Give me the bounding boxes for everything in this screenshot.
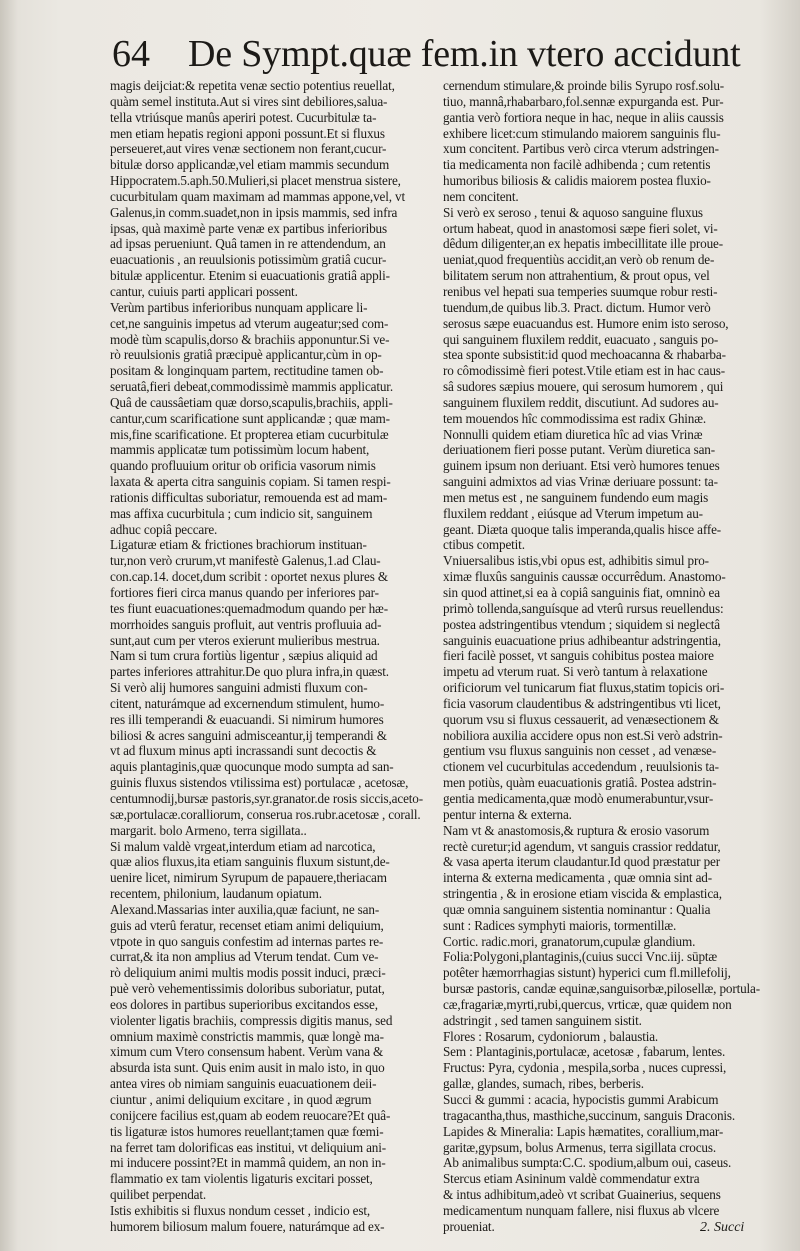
text-line: guinem ipsum non deriuant. Etsi verò humores tenues <box>443 458 720 474</box>
text-line: quæ alios fluxus,ita etiam sanguinis fluxum sistunt,de- <box>110 854 390 870</box>
text-line: Sem : Plantaginis,portulacæ, acetosæ , fabarum, lentes. <box>443 1044 726 1060</box>
text-line: sæ,portulacæ.coralliorum, conserua ros.rubr.acetosæ , corall. <box>110 806 421 822</box>
text-line: Vniuersalibus istis,vbi opus est, adhibitis simul pro- <box>443 553 709 569</box>
text-line: citent, naturámque ad excernendum stimulent, humo- <box>110 695 385 711</box>
text-line: Folia:Polygoni,plantaginis,(cuius succi Vnc.iij. sūptæ <box>443 949 718 965</box>
text-line: seruatâ,fieri debeat,commodissimè mammis applicatur. <box>110 379 393 395</box>
text-line: modè tùm scapulis,dorso & brachiis apponuntur.Si ve- <box>110 331 390 347</box>
text-line: conijcere facilius est,quam ab eodem reuocare?Et quâ- <box>110 1107 391 1123</box>
text-line: antea vires ob nimiam sanguinis euacuationem deii- <box>110 1076 377 1092</box>
text-line: men potiùs, quàm euacuationis gratiâ. Postea adstrin- <box>443 775 717 791</box>
text-line: Si malum valdè vrgeat,interdum etiam ad narcotica, <box>110 838 376 854</box>
text-line: ad ipsas perueniunt. Quâ tamen in re attendendum, an <box>110 236 386 252</box>
text-line: tem mouendos hîc commodissima est radix Ghinæ. <box>443 410 707 426</box>
text-line: bitulæ applicentur. Etenim si euacuationis gratiâ appli- <box>110 268 390 284</box>
text-line: margarit. bolo Armeno, terra sigillata.. <box>110 822 307 838</box>
text-line: cucurbitulam quam maximam ad mammas appone,vel, vt <box>110 188 405 204</box>
text-line: gallæ, glandes, sumach, ribes, berberis. <box>443 1076 644 1092</box>
text-line: ortum habeat, quod in anastomosi sæpe fieri solet, vi- <box>443 220 718 236</box>
text-line: sunt,aut cum per vteros exierunt mulieribus mestrua. <box>110 632 380 648</box>
text-line: mas affixa cucurbitula ; cum indicio sit, sanguinem <box>110 505 373 521</box>
text-line: mi inducere possint?Et in mammâ quidem, an non in- <box>110 1155 386 1171</box>
text-line: morrhoides sanguis profluit, aut ventris profluuia ad- <box>110 616 382 632</box>
text-line: vt ad fluxum minus apti incrassandi sunt decoctis & <box>110 743 377 759</box>
text-line: tragacantha,thus, masthiche,succinum, sanguis Draconis. <box>443 1107 736 1123</box>
text-line: sanguinem fluxilem reddit, discutiunt. Ad sudores au- <box>443 394 719 410</box>
text-line: Nonnulli quidem etiam diuretica hîc ad vias Vrinæ <box>443 426 703 442</box>
page-header <box>112 30 792 80</box>
text-line: Si verò ex seroso , tenui & aquoso sanguine fluxus <box>443 204 703 220</box>
text-line: serosus sæpe euacuandus est. Humore enim isto seroso, <box>443 315 729 331</box>
text-line: rò reuulsionis gratiâ præcipuè applicantur,cùm in op- <box>110 347 382 363</box>
text-line: garitæ,gypsum, bolus Armenus, terra sigillata crocus. <box>443 1139 716 1155</box>
text-line: sanguinis euacuatione prius adhibeantur adstringentia, <box>443 632 721 648</box>
text-line: tia medicamenta non facilè adhibenda ; cum retentis <box>443 157 711 173</box>
text-line: magis deijciat:& repetita venæ sectio potentius reuellat, <box>110 78 395 93</box>
text-line: quilibet perpendat. <box>110 1187 207 1203</box>
text-line: & vasa aperta iterum claudantur.Id quod præstatur per <box>443 854 720 870</box>
text-line: centumnodij,bursæ pastoris,syr.granator.de rosis siccis,aceto- <box>110 790 423 806</box>
text-line: quando profluuium oritur ob orificia vasorum nimis <box>110 458 376 474</box>
text-line: res illi temperandi & euacuandi. Si nimirum humores <box>110 711 384 727</box>
text-line: Flores : Rosarum, cydoniorum , balaustia. <box>443 1028 659 1044</box>
text-line: renibus vel hepati sua temperies suumque robur resti- <box>443 283 718 299</box>
text-line: vtpote in quo sanguis confestim ad internas partes re- <box>110 933 384 949</box>
text-line: Cortic. radic.mori, granatorum,cupulæ glandium. <box>443 933 696 949</box>
text-line: stringentia , & in erosione etiam viscida & emplastica, <box>443 886 722 902</box>
text-line: Lapides & Mineralia: Lapis hæmatites, corallium,mar- <box>443 1123 724 1139</box>
text-line: dêdum diligenter,an ex hepatis imbecillitate ille proue- <box>443 236 723 252</box>
text-line: quorum vsu si fluxus cessauerit, ad venæsectionem & <box>443 711 719 727</box>
left-text-column <box>110 78 434 1234</box>
text-line: pentur interna & externa. <box>443 806 572 822</box>
text-line: mammis applicatæ tum potissimùm locum habent, <box>110 442 370 458</box>
text-line: bitulæ dorso applicandæ,vel etiam mammis secundum <box>110 157 390 173</box>
text-line: stea sponte subsistit:id quod mechoacanna & rhabarba- <box>443 347 726 363</box>
text-line: deriuationem fieri posse putant. Verùm diuretica san- <box>443 442 715 458</box>
text-line: cantur, cuiuis parti applicari possent. <box>110 283 298 299</box>
text-line: fieri facilè posset, vt sanguis cohibitus postea maiore <box>443 648 714 664</box>
text-line: rectè curetur;id agendum, vt sanguis crassior reddatur, <box>443 838 721 854</box>
text-line: tur,non verò crurum,vt manifestè Galenus,1.ad Clau- <box>110 553 381 569</box>
text-line: tuendum,de quibus lib.3. Pract. dictum. Humor verò <box>443 299 711 315</box>
text-line: mis,fine scarificatione. Et propterea etiam cucurbitulæ <box>110 426 389 442</box>
text-line: tiuo, mannâ,rhabarbaro,fol.sennæ expurganda est. Pur- <box>443 93 724 109</box>
text-line: laxata & aperta citra sanguinis copiam. Si tamen respi- <box>110 474 391 490</box>
text-line: currat,& ita non amplius ad Vterum tendat. Cum ve- <box>110 949 379 965</box>
text-line: rationis difficultas suboriatur, remouenda est ad mam- <box>110 489 388 505</box>
text-line: Nam si tum crura fortiùs ligentur , sæpius aliquid ad <box>110 648 378 664</box>
text-line: nobiliora auxilia accidere opus non est.Si verò adstrin- <box>443 727 723 743</box>
text-line: Ab animalibus sumpta:C.C. spodium,album oui, caseus. <box>443 1155 732 1171</box>
text-line: sâ sudores sæpius mouere, qui serosum humorem , qui <box>443 379 724 395</box>
text-line: Quâ de caussâetiam quæ dorso,scapulis,brachiis, appli- <box>110 394 393 410</box>
text-line: tella vtriúsque manûs aperiri potest. Cucurbitulæ ta- <box>110 109 377 125</box>
text-line: humoribus biliosis & calidis maiorem postea fluxio- <box>443 173 711 189</box>
text-line: proueniat. <box>443 1218 495 1234</box>
text-line: ximæ fluxûs sanguinis caussæ occurrêdum. Anastomo- <box>443 569 726 585</box>
text-line: fluxilem reddant , eiúsque ad Vterum impetum au- <box>443 505 703 521</box>
text-line: uenire licet, nimirum Syrupum de papauere,theriacam <box>110 870 387 886</box>
text-line: Alexand.Massarias inter auxilia,quæ faciunt, ne san- <box>110 901 380 917</box>
text-line: rò deliquium animi multis modis possit induci, præci- <box>110 965 386 981</box>
text-line: guis ad vterû feratur, recenset etiam animi deliquium, <box>110 917 384 933</box>
text-line: postea adstringentibus vtendum ; siquidem si neglectâ <box>443 616 720 632</box>
running-title: De Sympt.quæ fem.in vtero accidunt <box>188 33 741 75</box>
text-line: gentia medicamenta,quæ modò enumerabuntur,vsur- <box>443 790 714 806</box>
text-line: fortiores fieri circa manus quando per inferiores par- <box>110 585 379 600</box>
text-line: partes inferiores attrahitur.De quo plura infra,in quæst. <box>110 664 389 680</box>
text-line: xum concitent. Partibus verò circa vterum adstringen- <box>443 141 719 157</box>
text-line: eos dolores in partibus superioribus excitandos esse, <box>110 996 378 1012</box>
text-line: omnium maximè constrictis mammis, quæ longè ma- <box>110 1028 384 1044</box>
text-line: gentium vsu fluxus sanguinis non cesset , ad venæse- <box>443 743 717 759</box>
text-line: adhuc copiâ peccare. <box>110 521 218 537</box>
text-line: qui sanguinem fluxilem reddit, euacuato , sanguis po- <box>443 331 719 347</box>
text-line: Hippocratem.5.aph.50.Mulieri,si placet menstrua sistere, <box>110 173 401 189</box>
text-line: cæ,fragariæ,myrti,rubi,quercus, vrticæ, quæ quidem non <box>443 996 732 1012</box>
text-line: ximum cum Vtero consensum habent. Verùm vana & <box>110 1044 384 1060</box>
text-line: perseueret,aut vires venæ sectionem non ferant,cucur- <box>110 141 387 157</box>
text-line: Stercus etiam Asininum valdè commendatur extra <box>443 1171 700 1187</box>
text-line: euacuationis , an reuulsionis potissimùm gratiâ cucur- <box>110 252 387 268</box>
text-line: potêter hæmorrhagias sistunt) hyperici cum fl.millefolij, <box>443 965 731 981</box>
text-line: ueniat,quod frequentiùs accidit,an verò ob renum de- <box>443 252 715 268</box>
text-line: Fructus: Pyra, cydonia , mespila,sorba , nuces cupressi, <box>443 1060 727 1076</box>
text-line: bilitatem serum non attrahentium, & prout opus, vel <box>443 268 710 284</box>
page-number: 64 <box>112 33 150 75</box>
text-line: & intus adhibitum,adeò vt scribat Guainerius, sequens <box>443 1187 721 1203</box>
text-line: men metus est , ne sanguinem fundendo eum magis <box>443 489 709 505</box>
text-line: geant. Diæta quoque talis imperanda,qualis hisce affe- <box>443 521 722 537</box>
text-line: sin quod attinet,si ea à copiâ sanguinis fiat, omninò ea <box>443 585 720 600</box>
text-line: men etiam hepatis regioni apponi possunt.Et si fluxus <box>110 125 385 141</box>
text-line: quæ omnia sanguinem sistentia nominantur : Qualia <box>443 901 711 917</box>
text-line: Istis exhibitis si fluxus nondum cesset , indicio est, <box>110 1202 371 1218</box>
text-line: nem concitent. <box>443 188 519 204</box>
text-line: interna & externa medicamenta , quæ omnia sint ad- <box>443 870 712 886</box>
text-line: ctionem vel cucurbitulas accedendum , reuulsionis ta- <box>443 759 719 775</box>
text-line: violenter ligatis brachiis, compressis digitis manus, sed <box>110 1012 393 1028</box>
text-line: guinis fluxus sistendos vtilissima est) portulacæ , acetosæ, <box>110 775 409 791</box>
text-line: sanguini admixtos ad vias Vrinæ deriuare possunt: ta- <box>443 474 718 490</box>
text-line: adstringit , sed tamen sanguinem sistit. <box>443 1012 642 1028</box>
text-line: cantur,cum scarificatione sunt applicandæ ; quæ mam- <box>110 410 390 426</box>
text-line: tis ligaturæ istos humores reuellant;tamen quæ fœmi- <box>110 1123 384 1139</box>
text-line: medicamentum nunquam fallere, nisi fluxus ab vlcere <box>443 1202 720 1218</box>
text-line: bursæ pastoris, candæ equinæ,sanguisorbæ,pilosellæ, portula- <box>443 981 760 997</box>
text-line: exhibere licet:cum stimulando maiorem sanguinis flu- <box>443 125 721 141</box>
text-line: ctibus competit. <box>443 537 525 553</box>
text-line: primò tollenda,sanguísque ad vterû rursus reuellendus: <box>443 600 724 616</box>
text-line: puè verò vehementissimis doloribus suboriatur, putat, <box>110 981 385 997</box>
text-line: cet,ne sanguinis impetus ad vterum augeatur;sed com- <box>110 315 389 331</box>
text-line: impetu ad vterum ruat. Si verò tantum à relaxatione <box>443 664 708 680</box>
text-line: Succi & gummi : acacia, hypocistis gummi Arabicum <box>443 1092 719 1107</box>
catchword: 2. Succi <box>700 1220 745 1235</box>
text-line: gantia verò fortiora neque in hac, neque in aliis caussis <box>443 109 724 125</box>
text-line: recentem, philonium, laudanum opiatum. <box>110 886 322 902</box>
text-line: ficia vasorum claudentibus & adstringentibus vti licet, <box>443 695 721 711</box>
text-line: ipsas, quà maximè parte venæ ex partibus inferioribus <box>110 220 387 236</box>
text-line: positam & longinquam partem, rectitudine tamen ob- <box>110 363 384 379</box>
text-line: cernendum stimulare,& proinde bilis Syrupo rosf.solu- <box>443 78 725 93</box>
text-line: Verùm partibus inferioribus nunquam applicare li- <box>110 299 368 315</box>
text-line: con.cap.14. docet,dum scribit : oportet nexus plures & <box>110 569 388 585</box>
text-line: Galenus,in comm.suadet,non in ipsis mammis, sed infra <box>110 204 398 220</box>
text-line: tes fiunt euacuationes:quemadmodum quando per hæ- <box>110 600 388 616</box>
text-line: quàm semel instituta.Aut si vires sint debiliores,saluа- <box>110 93 388 109</box>
text-line: sunt : Radices symphyti maioris, tormentillæ. <box>443 917 677 933</box>
text-line: na ferret tam dolorificas eas institui, vt deliquium ani- <box>110 1139 386 1155</box>
text-line: ciuntur , animi deliquium excitare , in quod ægrum <box>110 1092 372 1107</box>
text-line: ro cômodissimè fieri potest.Vtile etiam est in hac caus- <box>443 363 726 379</box>
text-line: absurda ista sunt. Quis enim ausit in malo isto, in quo <box>110 1060 385 1076</box>
text-line: Nam vt & anastomosis,& ruptura & erosio vasorum <box>443 822 710 838</box>
text-line: aquis plantaginis,quæ quocunque modo sumpta ad san- <box>110 759 394 775</box>
text-line: Ligaturæ etiam & frictiones brachiorum instituan- <box>110 537 367 553</box>
text-line: humorem biliosum malum fouere, naturámque ad ex- <box>110 1218 385 1234</box>
text-line: biliosi & acres sanguini admisceantur,ij temperandi & <box>110 727 387 743</box>
text-line: flammatio ex tam violentis ligaturis excitari posset, <box>110 1171 373 1187</box>
text-line: orificiorum vel tunicarum fiat fluxus,statim topicis ori- <box>443 680 725 696</box>
text-line: Si verò alij humores sanguini admisti fluxum con- <box>110 680 368 696</box>
